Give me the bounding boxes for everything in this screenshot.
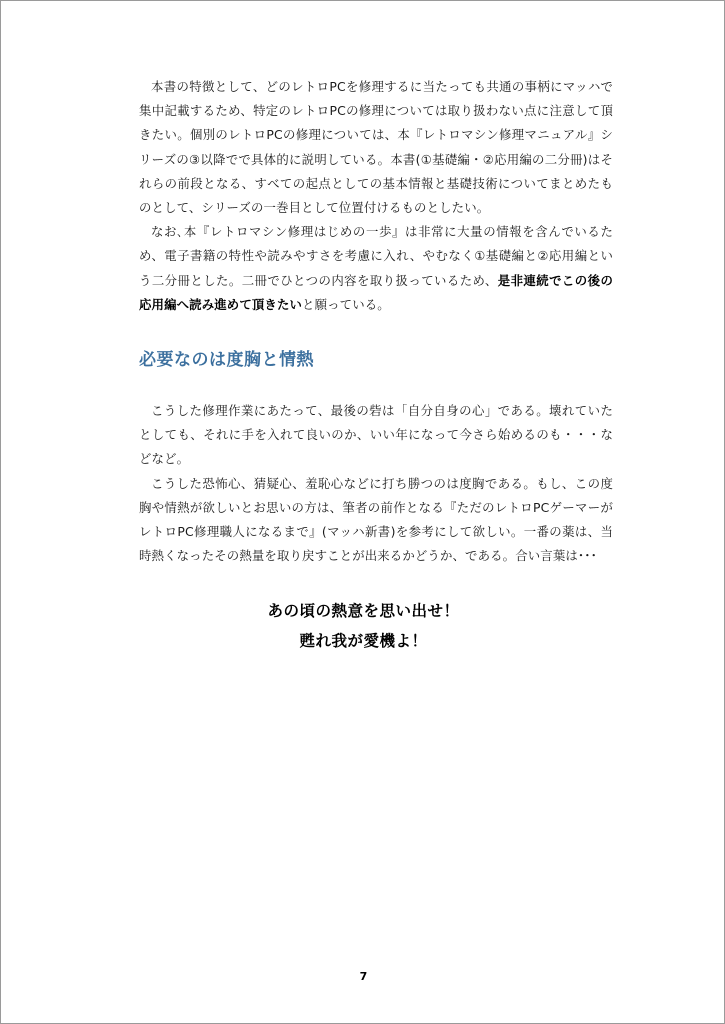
page-number: 7 xyxy=(359,970,368,983)
intro-paragraph-1: 本書の特徴として、どのレトロPCを修理するに当たっても共通の事柄にマッハで集中記載するため、特定のレトロPCの修理については取り扱わない点に注意して頂きたい。個別のレトロPCの修理については、本『レトロマシン修理マニュアル』シリーズの③以降でで具体的に説明している。本書(①基礎編・②応用編の二分冊)はそれらの前段となる、すべての起点としての基本情報と基礎技術についてまとめたものとして、シリーズの一巻目として位置付けるものとしたい。 xyxy=(139,79,613,216)
section-heading: 必要なのは度胸と情熱 xyxy=(139,350,314,370)
section-paragraph-2: こうした恐怖心、猜疑心、羞恥心などに打ち勝つのは度胸である。もし、この度胸や情熱が欲しいとお思いの方は、筆者の前作となる『ただのレトロPCゲーマーがレトロPC修理職人になるまで』(マッハ新書)を参考にして欲しい。一番の薬は、当時熱くなったその熱量を取り戻すことが出来るかどうか、である。合い言葉は･･･ xyxy=(139,475,613,564)
slogan-line-2: 甦れ我が愛機よ！ xyxy=(299,632,428,650)
slogan-line-1: あの頃の熱意を思い出せ！ xyxy=(267,602,460,620)
intro-paragraph-2-tail: と願っている。 xyxy=(302,296,390,312)
intro-paragraph-2 xyxy=(139,220,613,317)
section-body xyxy=(139,399,613,568)
intro-paragraph-2-emphasis: 是非連続でこの後の応用編へ読み進めて頂きたい xyxy=(139,272,613,312)
section-paragraph-1: こうした修理作業にあたって、最後の砦は「自分自身の心」である。壊れていたとしても、それに手を入れて良いのか、いい年になって今さら始めるのも・・・などなど。 xyxy=(139,403,613,467)
intro-section xyxy=(139,75,613,317)
intro-paragraph-2-lead: なお､本『レトロマシン修理はじめの一歩』は非常に大量の情報を含んでいるため、電子書籍の特性や読みやすさを考慮に入れ、やむなく①基礎編と②応用編という二分冊とした。二冊でひとつの内容を取り扱っているため、 xyxy=(139,224,613,288)
